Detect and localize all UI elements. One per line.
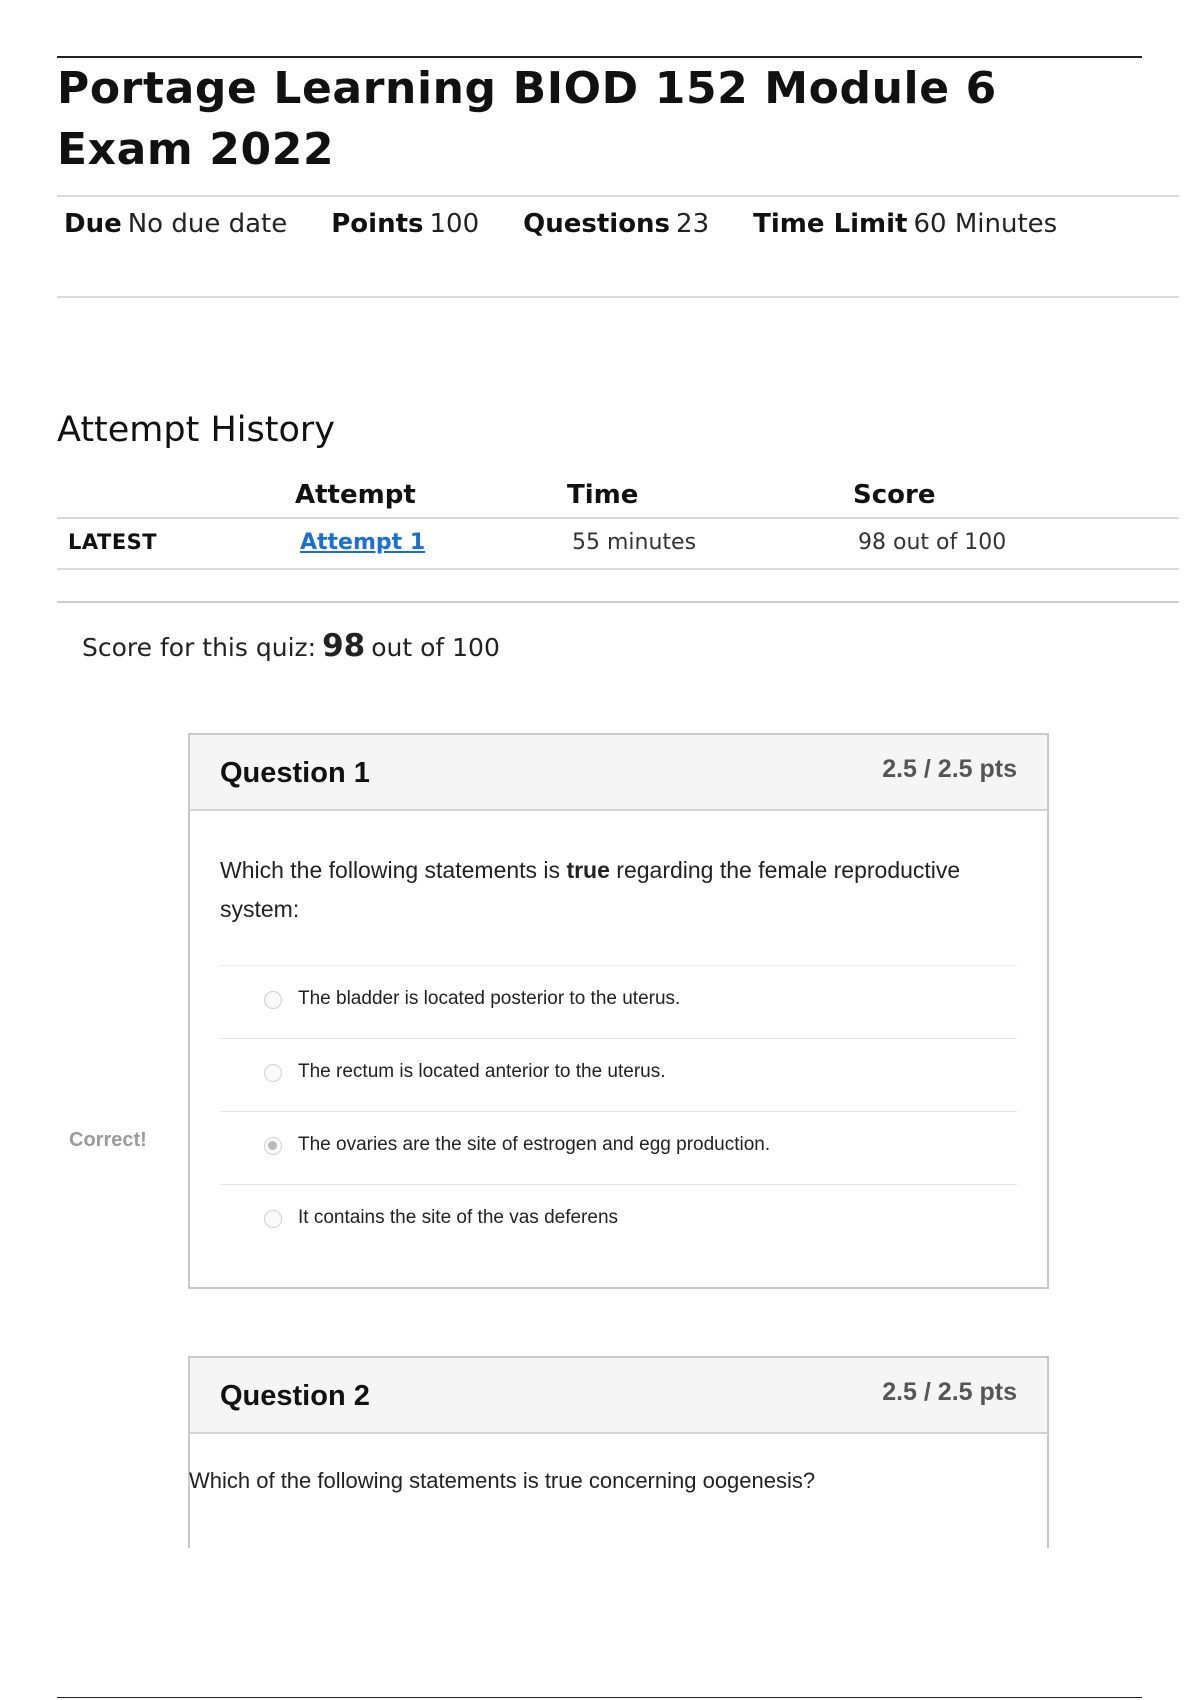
answer-text: The bladder is located posterior to the uterus. bbox=[298, 988, 681, 1009]
meta-bottom-divider bbox=[57, 296, 1179, 298]
question-points: 2.5 / 2.5 pts bbox=[882, 1378, 1017, 1406]
quiz-score bbox=[82, 628, 500, 664]
answer-option-selected[interactable] bbox=[220, 1112, 1017, 1185]
questions-label: Questions bbox=[523, 209, 671, 239]
score-prefix: Score for this quiz: bbox=[82, 633, 317, 662]
time-limit-label: Time Limit bbox=[753, 209, 908, 239]
question-text-start: Which the following statements is bbox=[220, 857, 567, 883]
question-title: Question 1 bbox=[220, 757, 370, 789]
correct-feedback: Correct! bbox=[69, 1129, 147, 1151]
radio-button[interactable] bbox=[264, 991, 282, 1009]
time-limit-value: 60 Minutes bbox=[913, 209, 1058, 239]
attempt-cell bbox=[300, 530, 425, 555]
col-time-header: Time bbox=[567, 480, 639, 510]
col-attempt-header: Attempt bbox=[295, 480, 416, 510]
meta-top-divider bbox=[57, 195, 1179, 197]
question-2-card bbox=[188, 1356, 1049, 1548]
question-1-card bbox=[188, 733, 1049, 1289]
col-score-header: Score bbox=[853, 480, 936, 510]
latest-tag: LATEST bbox=[68, 530, 158, 554]
quiz-meta bbox=[64, 204, 1164, 245]
answer-option[interactable] bbox=[220, 1185, 1017, 1257]
question-header bbox=[190, 1358, 1047, 1434]
section-divider bbox=[57, 601, 1179, 603]
radio-button-selected[interactable] bbox=[264, 1137, 282, 1155]
answer-option[interactable] bbox=[220, 1039, 1017, 1112]
points-label: Points bbox=[331, 209, 424, 239]
radio-button[interactable] bbox=[264, 1210, 282, 1228]
score-cell: 98 out of 100 bbox=[858, 530, 1007, 555]
question-title: Question 2 bbox=[220, 1380, 370, 1412]
table-row-divider bbox=[57, 568, 1179, 570]
answer-option[interactable] bbox=[220, 966, 1017, 1039]
due-value: No due date bbox=[127, 209, 288, 239]
radio-button[interactable] bbox=[264, 1064, 282, 1082]
attempt-history-heading: Attempt History bbox=[57, 410, 335, 450]
question-text-emphasis: true bbox=[566, 857, 610, 883]
due-label: Due bbox=[64, 209, 122, 239]
questions-value: 23 bbox=[676, 209, 710, 239]
score-suffix: out of 100 bbox=[371, 633, 500, 662]
question-text: Which of the following statements is true concerning oogenesis? bbox=[189, 1468, 816, 1493]
question-points: 2.5 / 2.5 pts bbox=[882, 755, 1017, 783]
answer-text: It contains the site of the vas deferens bbox=[298, 1207, 619, 1228]
answer-text: The rectum is located anterior to the uterus. bbox=[298, 1061, 666, 1082]
table-header-divider bbox=[57, 517, 1179, 519]
question-header bbox=[190, 735, 1047, 811]
score-value: 98 bbox=[322, 628, 366, 664]
answer-list bbox=[220, 965, 1017, 1257]
points-value: 100 bbox=[429, 209, 480, 239]
bottom-rule bbox=[57, 1697, 1142, 1698]
page-title: Portage Learning BIOD 152 Module 6 Exam 2022 bbox=[57, 63, 997, 175]
question-text-end: regarding the female reproductive system: bbox=[220, 857, 961, 922]
time-cell: 55 minutes bbox=[572, 530, 697, 555]
attempt-1-link[interactable]: Attempt 1 bbox=[300, 530, 426, 555]
question-text bbox=[190, 811, 1047, 929]
answer-text: The ovaries are the site of estrogen and egg production. bbox=[298, 1134, 771, 1155]
